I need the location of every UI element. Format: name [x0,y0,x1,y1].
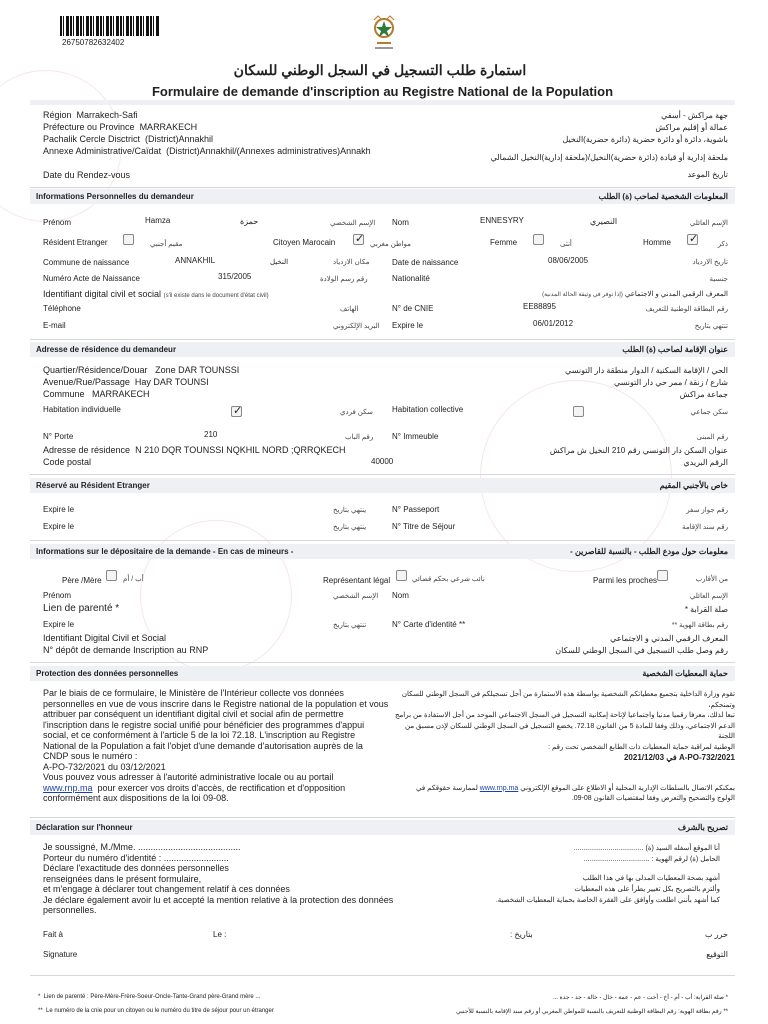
dep-idcs-label: Identifiant Digital Civil et Social [43,633,167,643]
dep-expire-ar: تنتهي بتاريخ [333,622,367,629]
rep-checkbox[interactable] [396,570,407,581]
expire1-label: Expire le [43,505,75,514]
pachalik-ar: باشوية، دائرة أو دائرة حضرية (دائرة حضرية)النخيل [562,135,728,144]
postal-value[interactable]: 40000 [371,457,394,466]
declaration-line-ar: كما أشهد بأنني اطلعت وأوافق على الفقرة الخاصة بحماية المعطيات الشخصية. [495,897,720,904]
asterisk: * [38,994,44,1000]
nom-ar: الإسم العائلي [689,220,728,227]
protection-text-fr [43,688,389,804]
separator [30,540,735,541]
annexe-row [43,146,373,157]
citoyen-checkbox[interactable] [353,234,364,245]
quartier-row [43,365,239,375]
declaration-line: Porteur du numéro d'identité : .......................... [43,852,229,863]
protection-text-ar [395,690,735,805]
protection-line: CNDP sous le numéro : [43,751,138,761]
protection-contact-2 [43,783,383,794]
individuelle-label: Habitation individuelle [43,405,121,414]
declaration-line-ar: الحامل (ة) لرقم الهوية : .................................. [583,856,720,863]
immeuble-ar: رقم المبنى [696,434,728,441]
collective-ar: سكن جماعي [690,409,728,416]
expire-value[interactable]: 06/01/2012 [533,319,574,328]
idcs-ar: المعرف الرقمي المدني و الاجتماعي [624,291,728,298]
protection-ref: A-PO-732/2021 du 03/12/2021 [43,761,166,772]
cnie-label: N° de CNIE [392,304,434,313]
postal-label: Code postal [43,457,92,467]
acte-label: Numéro Acte de Naissance [43,274,140,283]
protection-section-title: Protection des données personnelles [36,669,179,678]
footer-note-2 [38,1008,274,1014]
expire-label: Expire le [392,321,424,330]
resident-checkbox[interactable] [123,234,134,245]
rep-ar: نائب شرعي بحكم قضائي [412,576,485,583]
le-label: Le : [213,930,227,939]
protection-contact-3: conformément aux dispositions de la loi 09-08. [43,793,229,803]
dep-nom-label: Nom [392,591,409,600]
nom-value-ar: النصيري [590,217,618,226]
declaration-section-title: Déclaration sur l'honneur [36,823,133,832]
signature-label: Signature [43,950,78,959]
lien-label: Lien de parenté * [43,603,120,614]
prefecture-row [43,122,197,132]
commune-row [43,389,150,399]
protection-line: personnelles en vue de vous inscrire dans le Registre national de la population et vous [43,698,389,709]
declaration-line: renseignées dans le présent formulaire, [43,873,202,884]
section-band [30,820,735,835]
commune-label: Commune [43,389,85,399]
protection-line-ar: تقوم وزارة الداخلية بتجميع معطياتكم الشخصية بواسطة هذه الاستمارة من أجل تسجيلكم في السجل الوطني للسكان وتمنحكم، [401,691,735,709]
protection-line: social, et ce conformément à l'article 5 de la loi 72.18. L'inscription au Registre [43,730,356,740]
commune-value[interactable]: MARRAKECH [92,389,150,399]
commune-naiss-label: Commune de naissance [43,258,130,267]
avenue-row [43,377,209,387]
date-naiss-value[interactable]: 08/06/2005 [548,256,589,265]
prefecture-label: Préfecture ou Province [43,122,135,132]
quartier-ar: الحي / الإقامة السكنية / الدوار منطقة دار التونسي [565,366,728,375]
prenom-value[interactable]: Hamza [145,216,171,225]
idcs-row [43,289,269,299]
separator [30,339,735,340]
prefecture-value: MARRAKECH [139,122,198,132]
nom-label: Nom [392,218,409,227]
protection-line: Par le biais de ce formulaire, le Ministère de l'Intérieur collecte vos données [43,688,344,698]
pere-checkbox[interactable] [106,570,117,581]
nationalite-label: Nationalité [392,274,430,283]
expire-ar: تنتهي بتاريخ [694,323,728,330]
prenom-value-ar: حمزة [240,217,259,226]
sejour-label: N° Titre de Séjour [392,522,456,531]
protection-contact-ar-text-2: لممارسة حقوقكم في [416,784,478,792]
adresse-row [43,445,345,455]
quartier-value[interactable]: Zone DAR TOUNSSI [155,365,240,375]
protection-contact-ar [395,784,735,795]
email-ar: البريد الإلكتروني [333,323,380,330]
region-row [43,110,138,120]
acte-ar: رقم رسم الولادة [320,276,368,283]
protection-line: l'inscription dans le registre social unifié pour bénéficier des programmes d'appui [43,719,365,730]
declaration-section-title-ar: تصريح بالشرف [677,823,728,832]
asterisk: ** [38,1008,47,1014]
individuelle-ar: سكن فردي [340,409,373,416]
citoyen-label: Citoyen Marocain [273,238,336,247]
expire2-ar: ينتهي بتاريخ [333,524,367,531]
declaration-line: personnelles. [43,905,97,915]
cnie-ar: رقم البطاقة الوطنية للتعريف [645,306,728,313]
title-ar: استمارة طلب التسجيل في السجل الوطني للسكان [233,62,527,78]
etranger-section-title: Réservé au Résident Etranger [36,481,150,490]
homme-ar: ذكر [717,241,728,248]
footer-note-2-text: Le numéro de la cnie pour un citoyen ou le numéro du titre de séjour pour un étranger [46,1008,274,1014]
depot-ar: رقم وصل طلب التسجيل في السجل الوطني للسكان [555,646,728,655]
homme-label: Homme [643,238,672,247]
barcode-number: 26750782632402 [62,38,125,47]
commune-ar: جماعة مراكش [679,390,728,399]
idcs-note: (s'il existe dans le document d'état civil) [163,293,269,299]
porte-ar: رقم الباب [345,434,374,441]
rnp-link-ar[interactable]: www.rnp.ma [479,784,519,792]
dep-idcs-ar: المعرف الرقمي المدني و الاجتماعي [610,634,728,643]
region-label: Région [43,110,72,120]
idcs-label: Identifiant digital civil et social [43,289,162,299]
protection-contact-ar-text: بمكنكم الاتصال بالسلطات الإدارية المحلية أو الاطلاع على الموقع الإلكتروني [520,784,735,792]
depot-label: N° dépôt de demande Inscription au RNP [43,645,209,655]
date-naiss-label: Date de naissance [392,258,459,267]
carte-label: N° Carte d'identité ** [392,620,466,629]
etranger-section-title-ar: خاص بالأجنبي المقيم [659,481,728,490]
postal-ar: الرقم البريدي [683,458,728,467]
fait-label: Fait à [43,930,64,939]
prenom-ar: الإسم الشخصي [330,220,376,227]
declaration-text-ar [420,843,720,906]
sejour-ar: رقم سند الإقامة [682,524,728,531]
protection-line-ar: الوطنية لمراقبة حماية المعطيات ذات الطابع الشخصي تحت رقم : [548,743,735,751]
dep-prenom-ar: الإسم الشخصي [333,593,379,600]
date-naiss-ar: تاريخ الازدياد [692,259,728,266]
commune-naiss-ar: مكان الازدياد [333,259,370,266]
expire2-label: Expire le [43,522,75,531]
lien-ar: صلة القرابة * [684,605,728,614]
expire1-ar: ينتهي بتاريخ [333,507,367,514]
protection-contact-2-text: pour exercer vos droits d'accès, de rectification et d'opposition [97,782,346,793]
barcode [60,16,160,36]
avenue-label: Avenue/Rue/Passage [43,377,130,387]
homme-checkbox[interactable] [687,234,698,245]
protection-contact-ar-2: الولوج والتصحيح والتعرض وفقا لمقتضيات القانون 08-09. [571,795,735,802]
avenue-value[interactable]: Hay DAR TOUNSI [134,377,209,387]
prefecture-ar: عمالة أو إقليم مراكش [655,123,728,132]
nom-value[interactable]: ENNESYRY [480,216,524,225]
dep-prenom-label: Prénom [43,591,72,600]
pachalik-value: (District)Annakhil [145,134,214,144]
protection-line-ar: تبعا لذلك، معرفا رقميا مدنيا واجتماعيا لإتاحة إمكانية التسجيل في السجل الاجتماعي الموحد من أجل الاستفادة من برامج [395,712,735,719]
footer-note-1-ar: * صلة القرابة: أب - أم - أخ - أخت - عم - عمة - خال - خالة - جد - جدة ... [552,995,728,1001]
prenom-label: Prénom [43,218,72,227]
email-label: E-mail [43,321,66,330]
fait-ar: حرر ب [705,930,728,939]
declaration-line-ar: أشهد بصحة المعطيات المدلى بها في هذا الطلب [582,875,720,882]
declaration-text-fr [43,842,403,916]
protection-contact-1: Vous pouvez vous adresser à l'autorité administrative locale ou au portail [43,772,334,782]
proches-label: Parmi les proches [593,576,658,585]
header-band [30,100,735,105]
idcs-ar-row [542,290,728,298]
declaration-line: Je déclare également avoir lu et accepté la mention relative à la protection des données [43,894,394,905]
quartier-label: Quartier/Résidence/Douar [43,365,148,375]
separator [30,975,735,976]
femme-ar: أنثى [560,241,572,248]
dep-nom-ar: الإسم العائلي [689,593,728,600]
resident-ar: مقيم أجنبي [150,241,183,248]
collective-checkbox[interactable] [573,406,584,417]
declaration-line-ar: وألتزم بالتصريح بكل تغيير يطرأ على هذه المعطيات [574,886,720,893]
footer-note-2-ar: ** رقم بطاقة الهوية: رقم البطاقة الوطنية للتعريف بالنسبة للمواطن المغربي أو رقم سند الإقامة بالنسبة للأجنبي [456,1009,728,1015]
annexe-value: (District)Annakhil/(Annexes administratives)Annakh [166,146,371,156]
tel-ar: الهاتف [340,306,359,313]
address-section-title-ar: عنوان الإقامة لصاحب (ة) الطلب [622,345,728,354]
cnie-value[interactable]: EE88895 [523,302,556,311]
avenue-ar: شارع / زنقة / ممر حي دار التونسي [613,378,728,387]
rep-label: Représentant légal [323,576,391,585]
kingdom-emblem [368,12,400,52]
declaration-line-ar: أنا الموقع أسفله السيد (ة) .................................... [573,845,720,852]
rdv-date-label: Date du Rendez-vous [43,170,131,180]
region-value: Marrakech-Safi [76,110,138,120]
passeport-label: N° Passeport [392,505,440,514]
idcs-note-ar: (إذا توفر في وثيقة الحالة المدنية) [542,292,623,298]
title-fr: Formulaire de demande d'inscription au Registre National de la Population [151,84,614,99]
declaration-line: et m'engage à déclarer tout changement relatif à ces données [43,884,290,894]
separator [30,187,735,188]
immeuble-label: N° Immeuble [392,432,439,441]
adresse-ar: عنوان السكن دار التونسي رقم 210 النخيل ش مراكش [549,446,728,455]
femme-checkbox[interactable] [533,234,544,245]
personal-section-title: Informations Personnelles du demandeur [36,192,194,201]
region-ar: جهة مراكش - أسفي [661,111,728,120]
proches-checkbox[interactable] [657,570,668,581]
signature-ar: التوقيع [706,950,728,959]
protection-line: attribuer par conséquent un identifiant digital civil et social afin de permettre [43,709,344,719]
pere-label: Père /Mère [62,576,102,585]
citoyen-ar: مواطن مغربي [370,241,411,248]
individuelle-checkbox[interactable] [231,406,242,417]
protection-section-title-ar: حماية المعطيات الشخصية [642,669,728,678]
acte-value[interactable]: 315/2005 [218,272,252,281]
resident-label: Résident Etranger [43,238,108,247]
porte-label: N° Porte [43,432,74,441]
porte-value[interactable]: 210 [204,430,218,439]
personal-section-title-ar: المعلومات الشخصية لصاحب (ة) الطلب [598,192,728,201]
declaration-line: Je soussigné, M./Mme. ......................................... [43,842,241,852]
nationalite-ar: جنسية [709,276,728,283]
footer-note-1-text: Lien de parenté : Père-Mère-Frère-Soeur-Oncle-Tante-Grand père-Grand mère ... [43,994,261,1000]
annexe-ar: ملحقة إدارية أو قيادة (دائرة حضرية)النخيل/(ملحقة إدارية)النخيل الشمالي [490,153,728,162]
dep-expire-label: Expire le [43,620,75,629]
date-ar: بتاريخ : [510,930,533,939]
femme-label: Femme [490,238,518,247]
collective-label: Habitation collective [392,405,464,414]
protection-line: National de la Population a fait l'objet d'une demande d'autorisation auprès de la [43,740,363,751]
depositaire-section-title-ar: معلومات حول مودع الطلب - بالنسبة للقاصرين - [570,547,728,556]
declaration-line: Déclare l'exactitude des données personnelles [43,863,229,873]
pachalik-row [43,134,213,144]
separator [30,662,735,663]
tel-label: Téléphone [43,304,81,313]
annexe-label: Annexe Administrative/Caïdat [43,146,162,156]
adresse-label: Adresse de résidence [43,445,131,455]
separator [30,817,735,818]
protection-ref-ar: A-PO-732/2021 في 2021/12/03 [623,753,735,762]
footer-note-1 [38,994,260,1000]
carte-ar: رقم بطاقة الهوية ** [671,622,728,629]
depositaire-section-title: Informations sur le dépositaire de la demande - En cas de mineurs - [36,547,294,556]
address-section-title: Adresse de résidence du demandeur [36,345,177,354]
commune-naiss-value-ar: النخيل [270,259,289,266]
rdv-date-ar: تاريخ الموعد [687,170,728,179]
commune-naiss-value[interactable]: ANNAKHIL [175,256,216,265]
pere-ar: أب / أم [123,576,144,583]
rnp-link[interactable]: www.rnp.ma [43,782,93,793]
adresse-value[interactable]: N 210 DQR TOUNSSI NQKHIL NORD ;QRRQKECH [135,445,346,455]
separator [30,474,735,475]
pachalik-label: Pachalik Cercle Disctrict [43,134,141,144]
proches-ar: من الأقارب [695,576,728,583]
passeport-ar: رقم جواز سفر [686,507,728,514]
protection-line-ar: الدعم الاجتماعي، وذلك وفقا للمادة 5 من القانون 72.18. يخضع التسجيل في السجل الوطني للسكان لإذن مسبق من اللجنة [404,722,735,740]
